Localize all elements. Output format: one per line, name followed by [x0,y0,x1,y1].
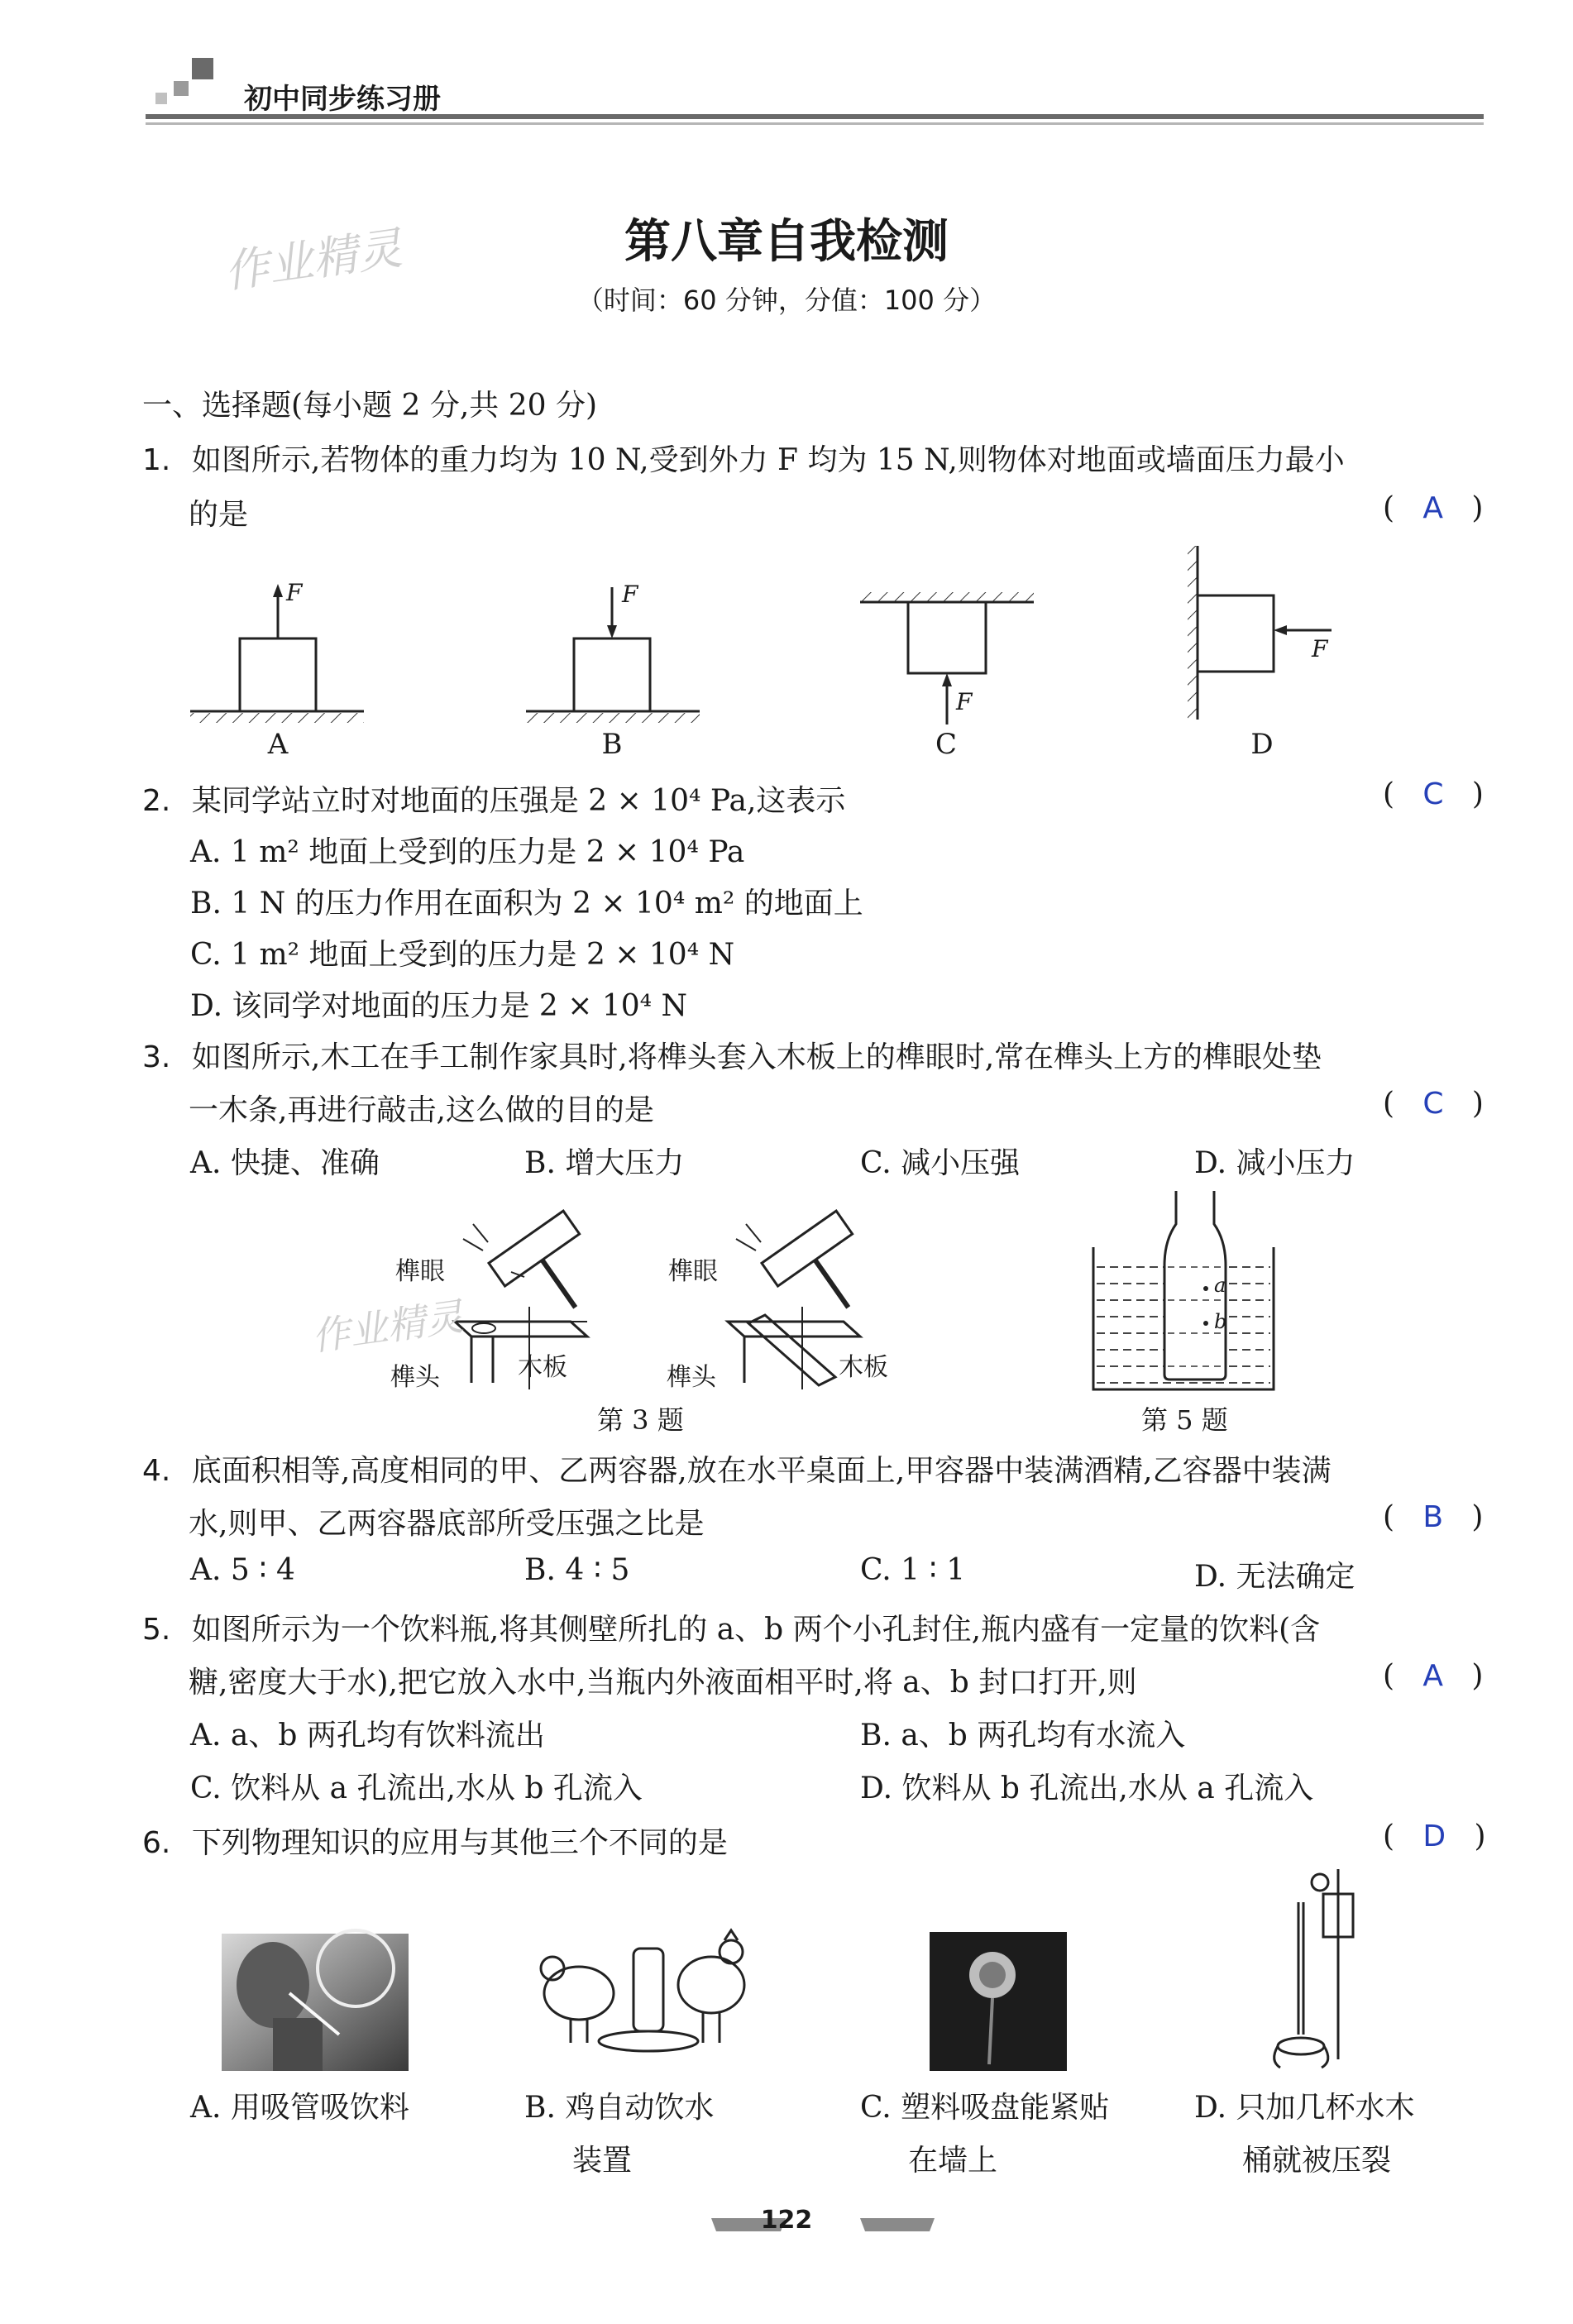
q2-answer-letter: C [1422,777,1444,811]
q6-answer-letter: D [1422,1820,1446,1853]
q1-fig-c [860,592,1034,724]
q4-number: 4. [142,1454,171,1488]
q5-line2: 糖,密度大于水),把它放入水中,当瓶内外液面相平时,将 a、b 封口打开,则 [189,1666,1137,1700]
q3-board-label-left: 木板 [518,1353,567,1382]
q4-option-b: B. 4 ∶ 5 [524,1553,630,1587]
q6-fig-d-drawing [1274,1869,1353,2068]
q6-fig-a-photo [222,1930,409,2071]
q3-tenon-label-left: 榫头 [390,1363,440,1392]
q6-line [142,1820,728,1862]
q6-option-d-cont: 桶就被压裂 [1242,2144,1392,2178]
q1-fig-label-a: A [267,728,289,761]
q1-number: 1. [142,443,171,477]
q3-figure [0,1191,1573,1389]
q6-fig-c-photo [930,1932,1067,2071]
q2-answer: ( C ) [1383,777,1484,811]
q5-caption: 第 5 题 [1141,1404,1228,1436]
page-subtitle: （时间：60 分钟，分值：100 分） [576,285,997,316]
header-decoration [0,0,1573,132]
q3-option-d: D. 减小压力 [1194,1146,1355,1180]
q3-stem: 如图所示,木工在手工制作家具时,将榫头套入木板上的榫眼时,常在榫头上方的榫眼处垫 [191,1040,1322,1074]
q2-line [142,777,845,820]
watermark: 作业精灵 [221,222,405,299]
q3-caption: 第 3 题 [597,1404,684,1436]
q1-fig-a [190,584,364,723]
q3-option-b: B. 增大压力 [524,1146,685,1180]
q5-option-b: B. a、b 两孔均有水流入 [860,1719,1186,1753]
q6-option-b: B. 鸡自动饮水 [524,2091,715,2125]
page-title: 第八章自我检测 [624,215,949,269]
q2-option-c: C. 1 m² 地面上受到的压力是 2 × 10⁴ N [190,938,735,972]
q3-option-c: C. 减小压强 [860,1146,1021,1180]
q3-answer: ( C ) [1383,1087,1484,1121]
q3-number: 3. [142,1040,171,1074]
q6-option-c-cont: 在墙上 [908,2144,998,2178]
q3-line2: 一木条,再进行敲击,这么做的目的是 [189,1093,654,1127]
q3-option-a: A. 快捷、准确 [190,1146,380,1180]
book-title: 初中同步练习册 [244,83,441,116]
q1-line2: 的是 [189,498,249,532]
q5-number: 5. [142,1613,171,1647]
q1-figure [0,529,1573,761]
q1-fig-d [1188,546,1332,720]
q1-force-label-a: F [286,579,303,606]
q5-hole-b-label: b [1214,1310,1227,1333]
q5-answer-letter: A [1422,1659,1444,1693]
q4-option-c: C. 1 ∶ 1 [860,1553,966,1587]
q1-force-label-c: F [956,688,973,715]
q2-option-a: A. 1 m² 地面上受到的压力是 2 × 10⁴ Pa [190,835,745,869]
watermark-2: 作业精灵 [308,1294,466,1360]
q4-answer: ( B ) [1383,1500,1484,1534]
q5-hole-a-label: a [1214,1274,1226,1297]
q1-force-label-d: F [1312,635,1328,662]
q4-option-d: D. 无法确定 [1194,1560,1355,1594]
q5-stem: 如图所示为一个饮料瓶,将其侧壁所扎的 a、b 两个小孔封住,瓶内盛有一定量的饮料(含 [191,1613,1321,1647]
q1-fig-label-b: B [601,728,623,761]
q1-answer: ( A ) [1383,491,1484,525]
q6-stem: 下列物理知识的应用与其他三个不同的是 [191,1826,728,1860]
page-number: 122 [760,2206,813,2235]
q6-figures [0,1869,1573,2084]
q4-option-a: A. 5 ∶ 4 [190,1553,295,1587]
q4-stem: 底面积相等,高度相同的甲、乙两容器,放在水平桌面上,甲容器中装满酒精,乙容器中装满 [191,1454,1332,1488]
q4-line1 [142,1447,1332,1490]
q2-option-b: B. 1 N 的压力作用在面积为 2 × 10⁴ m² 的地面上 [190,887,863,921]
q5-option-d: D. 饮料从 b 孔流出,水从 a 孔流入 [860,1772,1314,1805]
q3-line1 [142,1034,1322,1076]
q1-stem: 如图所示,若物体的重力均为 10 N,受到外力 F 均为 15 N,则物体对地面或墙面压力最小 [191,443,1345,477]
q6-option-a: A. 用吸管吸饮料 [190,2091,409,2125]
q1-line1 [142,437,1345,479]
q5-answer: ( A ) [1383,1659,1484,1693]
q3-mortise-label-left: 榫眼 [395,1257,445,1286]
q5-option-c: C. 饮料从 a 孔流出,水从 b 孔流入 [190,1772,643,1805]
q5-figure [1093,1191,1274,1389]
q6-option-b-cont: 装置 [572,2144,633,2178]
q2-stem: 某同学站立时对地面的压强是 2 × 10⁴ Pa,这表示 [191,784,846,818]
q1-fig-label-d: D [1250,728,1274,761]
q6-option-c: C. 塑料吸盘能紧贴 [860,2091,1110,2125]
q5-option-a: A. a、b 两孔均有饮料流出 [190,1719,545,1753]
q6-option-d: D. 只加几杯水木 [1194,2091,1415,2125]
q6-fig-b-drawing [541,1930,744,2051]
q3-mortise-label-right: 榫眼 [668,1257,718,1286]
q4-answer-letter: B [1422,1500,1444,1534]
q1-force-label-b: F [622,581,638,608]
q2-number: 2. [142,784,171,818]
section-heading: 一、选择题(每小题 2 分,共 20 分) [142,389,598,423]
q1-fig-b [526,587,700,723]
q6-answer: ( D ) [1383,1820,1486,1853]
q4-line2: 水,则甲、乙两容器底部所受压强之比是 [189,1507,705,1541]
q5-line1 [142,1606,1320,1648]
q3-answer-letter: C [1422,1087,1444,1121]
q1-answer-letter: A [1422,491,1444,525]
q2-option-d: D. 该同学对地面的压力是 2 × 10⁴ N [190,989,688,1023]
q6-number: 6. [142,1826,171,1860]
q1-fig-label-c: C [935,728,957,761]
q3-board-label-right: 木板 [839,1353,888,1382]
q3-tenon-label-right: 榫头 [667,1363,716,1392]
